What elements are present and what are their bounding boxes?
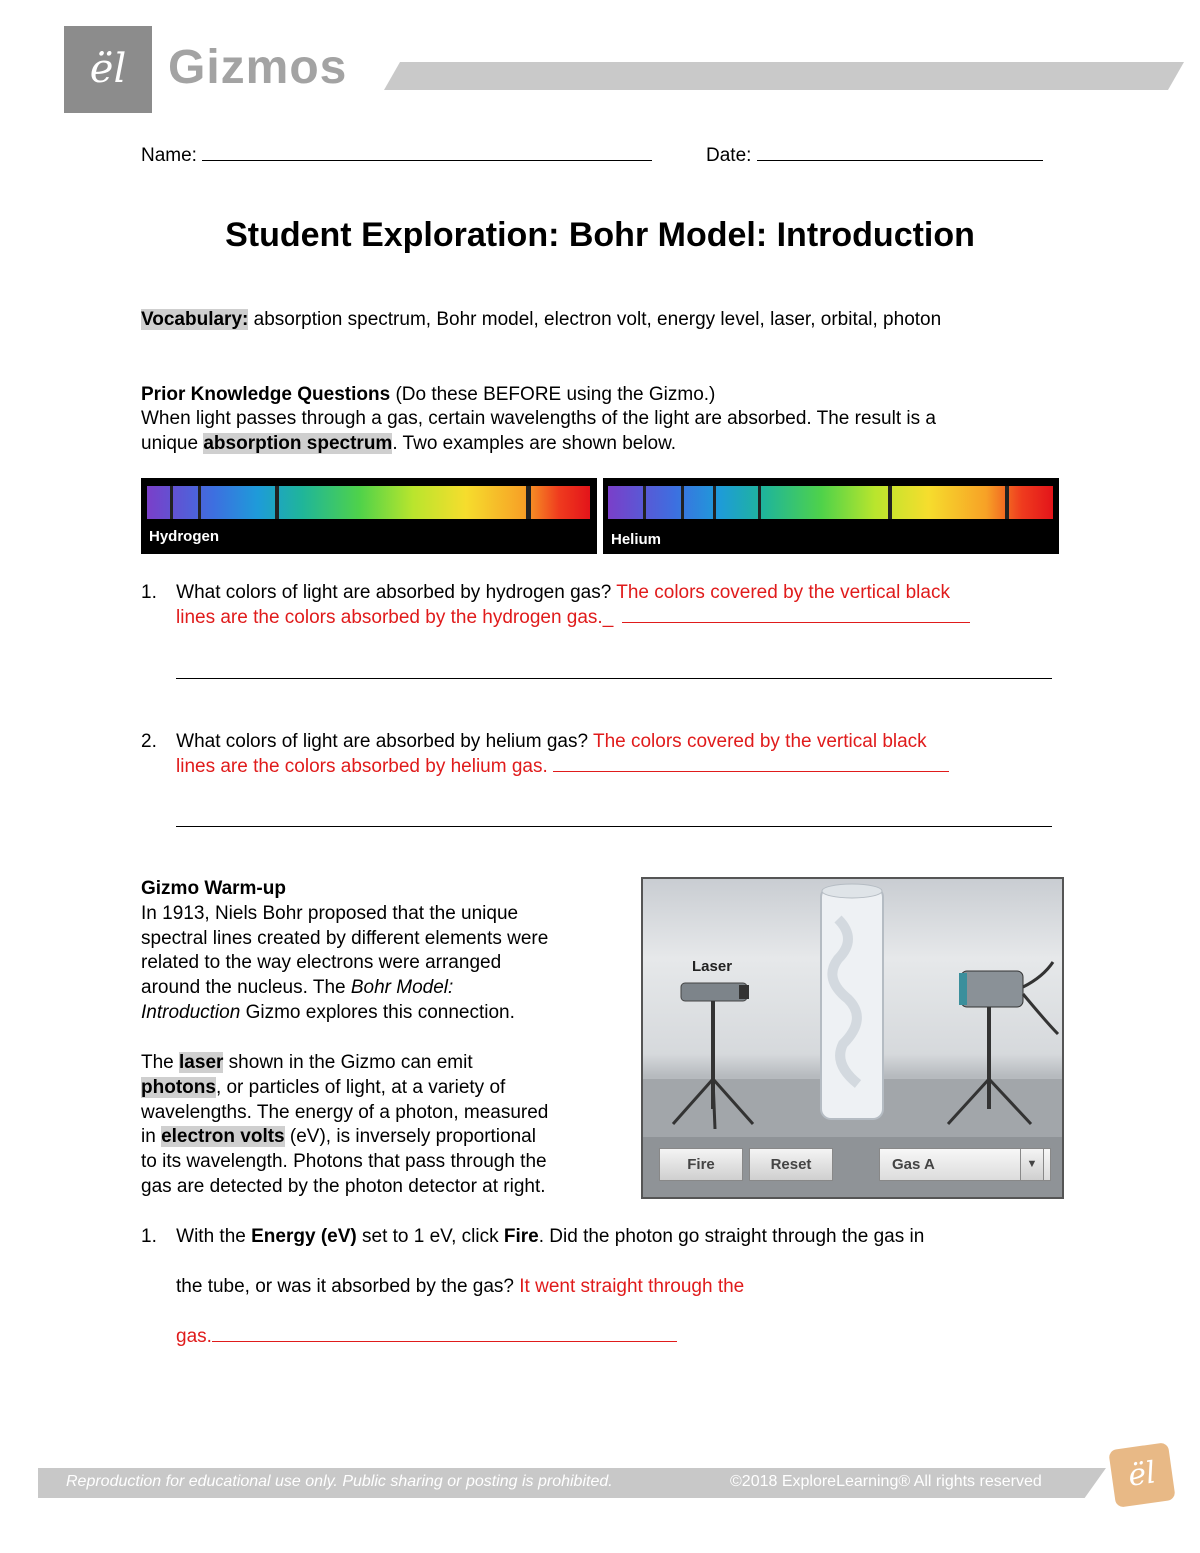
warmup-q1-number: 1. bbox=[141, 1226, 157, 1247]
warmup-q1-answer-line[interactable] bbox=[176, 1324, 677, 1349]
explorelearning-logo bbox=[1108, 1442, 1175, 1508]
warmup-heading: Gizmo Warm-up bbox=[141, 878, 286, 899]
warmup-p2-l2 bbox=[141, 1075, 505, 1100]
warmup-p2-l3: wavelengths. The energy of a photon, measured bbox=[141, 1102, 549, 1123]
helium-spectrum bbox=[603, 478, 1059, 554]
prior-text-1: When light passes through a gas, certain wavelengths of the light are absorbed. The result is a bbox=[141, 408, 936, 429]
prior-q1 bbox=[141, 580, 950, 605]
q2-question: What colors of light are absorbed by helium gas? bbox=[176, 731, 589, 752]
prior-text-2-post: . Two examples are shown below. bbox=[392, 433, 677, 454]
warmup-q1-l2-text: the tube, or was it absorbed by the gas? bbox=[176, 1276, 514, 1297]
gas-select-value: Gas A bbox=[892, 1156, 935, 1173]
hydrogen-label: Hydrogen bbox=[149, 528, 220, 545]
q1-answer-line[interactable] bbox=[176, 605, 970, 630]
warmup-p2-l1-pre: The bbox=[141, 1052, 180, 1073]
term-laser: laser bbox=[179, 1052, 224, 1073]
warmup-p1-l3: related to the way electrons were arranged bbox=[141, 952, 502, 973]
gizmos-logo bbox=[64, 26, 152, 113]
chevron-down-icon[interactable]: ▼ bbox=[1020, 1148, 1044, 1181]
warmup-p2-l4-post: (eV), is inversely proportional bbox=[284, 1126, 536, 1147]
q2-answer-blank[interactable] bbox=[553, 755, 949, 772]
warmup-p1-l4 bbox=[141, 975, 453, 1000]
warmup-p2-l2-post: , or particles of light, at a variety of bbox=[215, 1077, 506, 1098]
warmup-p1-l4-pre: around the nucleus. The bbox=[141, 977, 351, 998]
warmup-q1-energy: Energy (eV) bbox=[251, 1226, 357, 1247]
warmup-q1-fire: Fire bbox=[503, 1226, 539, 1247]
prior-heading-title: Prior Knowledge Questions bbox=[141, 384, 391, 405]
vocabulary-terms: absorption spectrum, Bohr model, electron volt, energy level, laser, orbital, photon bbox=[253, 309, 942, 330]
warmup-q1-answer-blank[interactable] bbox=[212, 1325, 677, 1342]
warmup-q1-answer-a: It went straight through the bbox=[519, 1276, 745, 1297]
hydrogen-spectrum bbox=[141, 478, 597, 554]
name-label: Name: bbox=[141, 145, 197, 166]
brand-name: Gizmos bbox=[168, 41, 348, 94]
warmup-p2-l1-post: shown in the Gizmo can emit bbox=[223, 1052, 473, 1073]
warmup-q1-answer-b: gas. bbox=[176, 1326, 212, 1347]
warmup-p2-l5: to its wavelength. Photons that pass through the bbox=[141, 1151, 547, 1172]
warmup-p1-l2: spectral lines created by different elements were bbox=[141, 928, 549, 949]
vocabulary-line bbox=[141, 307, 941, 332]
warmup-q1-mid: set to 1 eV, click bbox=[356, 1226, 504, 1247]
term-photons: photons bbox=[141, 1077, 216, 1098]
prior-text-2-pre: unique bbox=[141, 433, 204, 454]
warmup-p1-l5 bbox=[141, 1000, 515, 1025]
logo-glyph: ël bbox=[89, 46, 127, 92]
warmup-q1-l2 bbox=[176, 1274, 744, 1299]
laser-label: Laser bbox=[692, 958, 733, 975]
q2-answer-b: lines are the colors absorbed by helium gas. bbox=[176, 756, 548, 777]
prior-q2 bbox=[141, 729, 927, 754]
prior-text-2 bbox=[141, 431, 676, 456]
name-field[interactable] bbox=[141, 142, 652, 168]
q1-number: 1. bbox=[141, 582, 157, 603]
warmup-q1-post: . Did the photon go straight through the gas in bbox=[538, 1226, 925, 1247]
prior-heading-note: (Do these BEFORE using the Gizmo.) bbox=[395, 384, 716, 405]
date-field[interactable] bbox=[706, 142, 1043, 168]
name-blank[interactable] bbox=[202, 142, 652, 161]
term-absorption-spectrum: absorption spectrum bbox=[203, 433, 393, 454]
footer-notice: Reproduction for educational use only. Public sharing or posting is prohibited. bbox=[66, 1473, 613, 1490]
q1-question: What colors of light are absorbed by hydrogen gas? bbox=[176, 582, 612, 603]
warmup-p2-l4-pre: in bbox=[141, 1126, 162, 1147]
warmup-p1-l4-italic: Bohr Model: bbox=[350, 977, 454, 998]
date-label: Date: bbox=[706, 145, 752, 166]
page-title: Student Exploration: Bohr Model: Introduction bbox=[225, 216, 975, 254]
prior-heading bbox=[141, 382, 715, 407]
warmup-p1-l5-italic: Introduction bbox=[141, 1002, 241, 1023]
fire-button[interactable]: Fire bbox=[659, 1148, 743, 1181]
warmup-p1-l5-post: Gizmo explores this connection. bbox=[240, 1002, 515, 1023]
q2-answer-line[interactable] bbox=[176, 754, 949, 779]
q1-answer-blank[interactable] bbox=[622, 606, 970, 623]
date-blank[interactable] bbox=[757, 142, 1043, 161]
header-bar bbox=[384, 62, 1184, 90]
warmup-p1-l1: In 1913, Niels Bohr proposed that the unique bbox=[141, 903, 519, 924]
vocabulary-label: Vocabulary: bbox=[141, 309, 249, 330]
reset-button[interactable]: Reset bbox=[749, 1148, 833, 1181]
q2-answer-a: The colors covered by the vertical black bbox=[592, 731, 927, 752]
warmup-p2-l4 bbox=[141, 1124, 536, 1149]
helium-label: Helium bbox=[611, 531, 662, 548]
q2-extra-blank[interactable] bbox=[176, 826, 1052, 827]
warmup-p2-l6: gas are detected by the photon detector at right. bbox=[141, 1176, 546, 1197]
q2-number: 2. bbox=[141, 731, 157, 752]
q1-answer-a: The colors covered by the vertical black bbox=[616, 582, 950, 603]
gizmo-screenshot bbox=[641, 877, 1064, 1199]
footer-copyright: ©2018 ExploreLearning® All rights reserved bbox=[730, 1473, 1042, 1490]
q1-answer-b: lines are the colors absorbed by the hydrogen gas._ bbox=[176, 607, 614, 628]
term-electron-volts: electron volts bbox=[161, 1126, 285, 1147]
footer-logo-glyph: ël bbox=[1125, 1455, 1158, 1494]
q1-extra-blank[interactable] bbox=[176, 678, 1052, 679]
warmup-q1-pre: With the bbox=[176, 1226, 252, 1247]
warmup-q1 bbox=[141, 1224, 924, 1249]
warmup-p2-l1 bbox=[141, 1050, 473, 1075]
